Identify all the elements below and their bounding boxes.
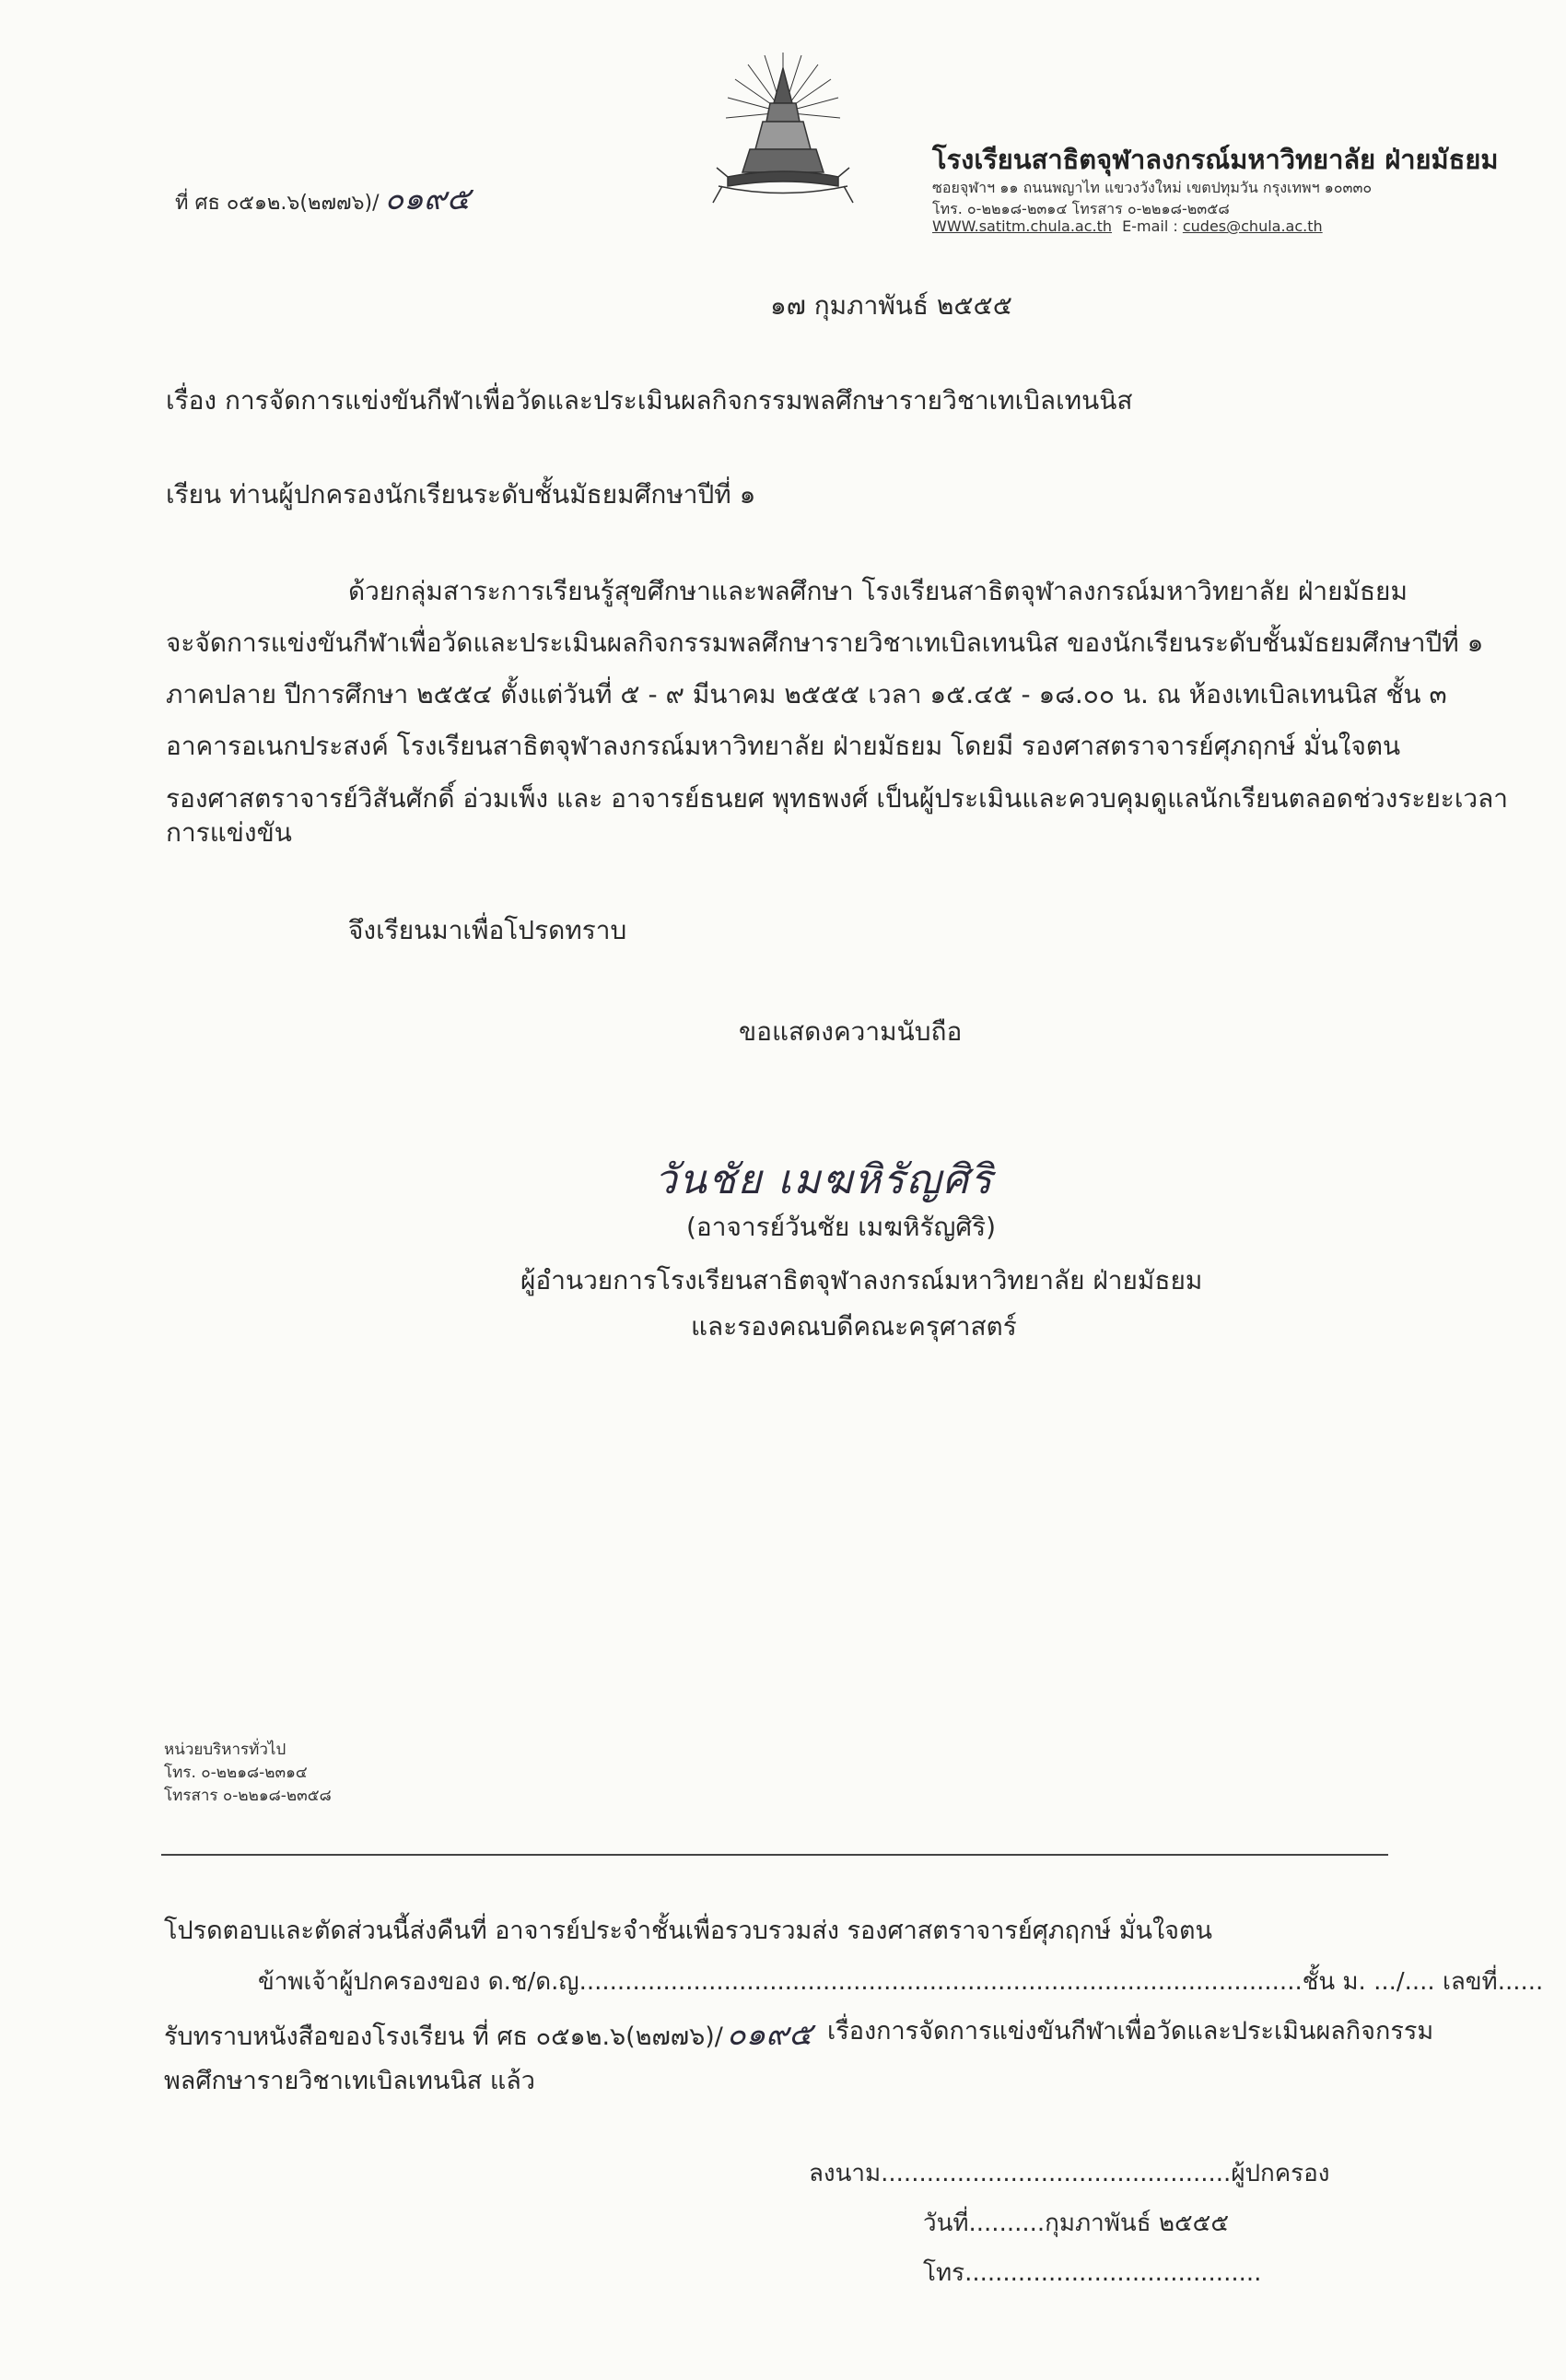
- reply-instruction: โปรดตอบและตัดส่วนนี้ส่งคืนที่ อาจารย์ประจำชั้นเพื่อรวบรวมส่ง รองศาสตราจารย์ศุภฤกษ์ มั่นใจตน: [164, 1917, 1212, 1945]
- reference-prefix: ที่ ศธ ๐๕๑๒.๖(๒๗๗๖)/: [175, 192, 380, 215]
- reply-ack-subject: เรื่องการจัดการแข่งขันกีฬาเพื่อวัดและประเมินผลกิจกรรม: [827, 2017, 1434, 2046]
- reply-ack-line: [164, 2009, 812, 2058]
- letter-salutation: เรียน ท่านผู้ปกครองนักเรียนระดับชั้นมัธยมศึกษาปีที่ ๑: [166, 479, 756, 510]
- body-line: ด้วยกลุ่มสาระการเรียนรู้สุขศึกษาและพลศึกษา โรงเรียนสาธิตจุฬาลงกรณ์มหาวิทยาลัย ฝ่ายมัธยม: [348, 576, 1408, 606]
- reply-ack-handwritten: ๐๑๙๕: [726, 2016, 812, 2053]
- letter-date: ๑๗ กุมภาพันธ์ ๒๕๕๕: [770, 290, 1012, 321]
- body-line: การแข่งขัน: [166, 817, 292, 848]
- reply-parent-line: ข้าพเจ้าผู้ปกครองของ ด.ช/ด.ญ...............................................................................................ชั้น ม. .../.... เลขที่......: [258, 1968, 1544, 1996]
- signer-title: ผู้อำนวยการโรงเรียนสาธิตจุฬาลงกรณ์มหาวิทยาลัย ฝ่ายมัธยม: [520, 1265, 1203, 1296]
- email-label: E-mail :: [1122, 217, 1178, 235]
- cut-divider: [161, 1854, 1388, 1856]
- school-email-link[interactable]: cudes@chula.ac.th: [1182, 217, 1323, 235]
- school-name: โรงเรียนสาธิตจุฬาลงกรณ์มหาวิทยาลัย ฝ่ายมัธยม: [932, 144, 1499, 175]
- reference-handwritten: ๐๑๙๕: [384, 181, 471, 217]
- body-line: อาคารอเนกประสงค์ โรงเรียนสาธิตจุฬาลงกรณ์มหาวิทยาลัย ฝ่ายมัธยม โดยมี รองศาสตราจารย์ศุภฤกษ์ มั่นใจตน: [166, 731, 1401, 761]
- signer-name: (อาจารย์วันชัย เมฆหิรัญศิริ): [686, 1212, 997, 1242]
- closing-request: จึงเรียนมาเพื่อโปรดทราบ: [348, 915, 627, 945]
- reference-number: [175, 173, 470, 223]
- school-emblem-icon: [709, 48, 857, 209]
- school-phone-fax: โทร. ๐-๒๒๑๘-๒๓๑๔ โทรสาร ๐-๒๒๑๘-๒๓๕๘: [932, 200, 1230, 217]
- reply-signature-line: ลงนาม..............................................ผู้ปกครอง: [809, 2160, 1330, 2187]
- body-line: จะจัดการแข่งขันกีฬาเพื่อวัดและประเมินผลกิจกรรมพลศึกษารายวิชาเทเบิลเทนนิส ของนักเรียนระดับชั้นมัธยมศึกษาปีที่ ๑: [166, 627, 1484, 658]
- letter-subject: เรื่อง การจัดการแข่งขันกีฬาเพื่อวัดและประเมินผลกิจกรรมพลศึกษารายวิชาเทเบิลเทนนิส: [166, 385, 1133, 416]
- reply-phone-line: โทร.......................................: [923, 2259, 1262, 2287]
- closing-salutation: ขอแสดงความนับถือ: [739, 1016, 963, 1047]
- reply-ack-prefix: รับทราบหนังสือของโรงเรียน ที่ ศธ ๐๕๑๒.๖(๒๗๗๖)/: [164, 2022, 723, 2051]
- school-website-link[interactable]: WWW.satitm.chula.ac.th: [932, 217, 1113, 235]
- school-address: ซอยจุฬาฯ ๑๑ ถนนพญาไท แขวงวังใหม่ เขตปทุมวัน กรุงเทพฯ ๑๐๓๓๐: [932, 179, 1373, 196]
- footer-phone: โทร. ๐-๒๒๑๘-๒๓๑๔: [164, 1764, 308, 1782]
- signature: วันชัย เมฆหิรัญศิริ: [654, 1156, 994, 1203]
- body-line: รองศาสตราจารย์วิสันศักดิ์ อ่วมเพ็ง และ อาจารย์ธนยศ พุทธพงศ์ เป็นผู้ประเมินและควบคุมดูแลนักเรียนตลอดช่วงระยะเวลา: [166, 783, 1509, 814]
- footer-fax: โทรสาร ๐-๒๒๑๘-๒๓๕๘: [164, 1787, 332, 1805]
- footer-unit: หน่วยบริหารทั่วไป: [164, 1741, 286, 1759]
- school-web-email: [932, 217, 1323, 235]
- signer-title-secondary: และรองคณบดีคณะครุศาสตร์: [691, 1311, 1017, 1342]
- reply-ack-subject-cont: พลศึกษารายวิชาเทเบิลเทนนิส แล้ว: [164, 2067, 535, 2095]
- reply-date-line: วันที่..........กุมภาพันธ์ ๒๕๕๕: [923, 2210, 1229, 2237]
- body-line: ภาคปลาย ปีการศึกษา ๒๕๕๔ ตั้งแต่วันที่ ๕ - ๙ มีนาคม ๒๕๕๕ เวลา ๑๕.๔๕ - ๑๘.๐๐ น. ณ ห้องเทเบิลเทนนิส ชั้น ๓: [166, 679, 1447, 709]
